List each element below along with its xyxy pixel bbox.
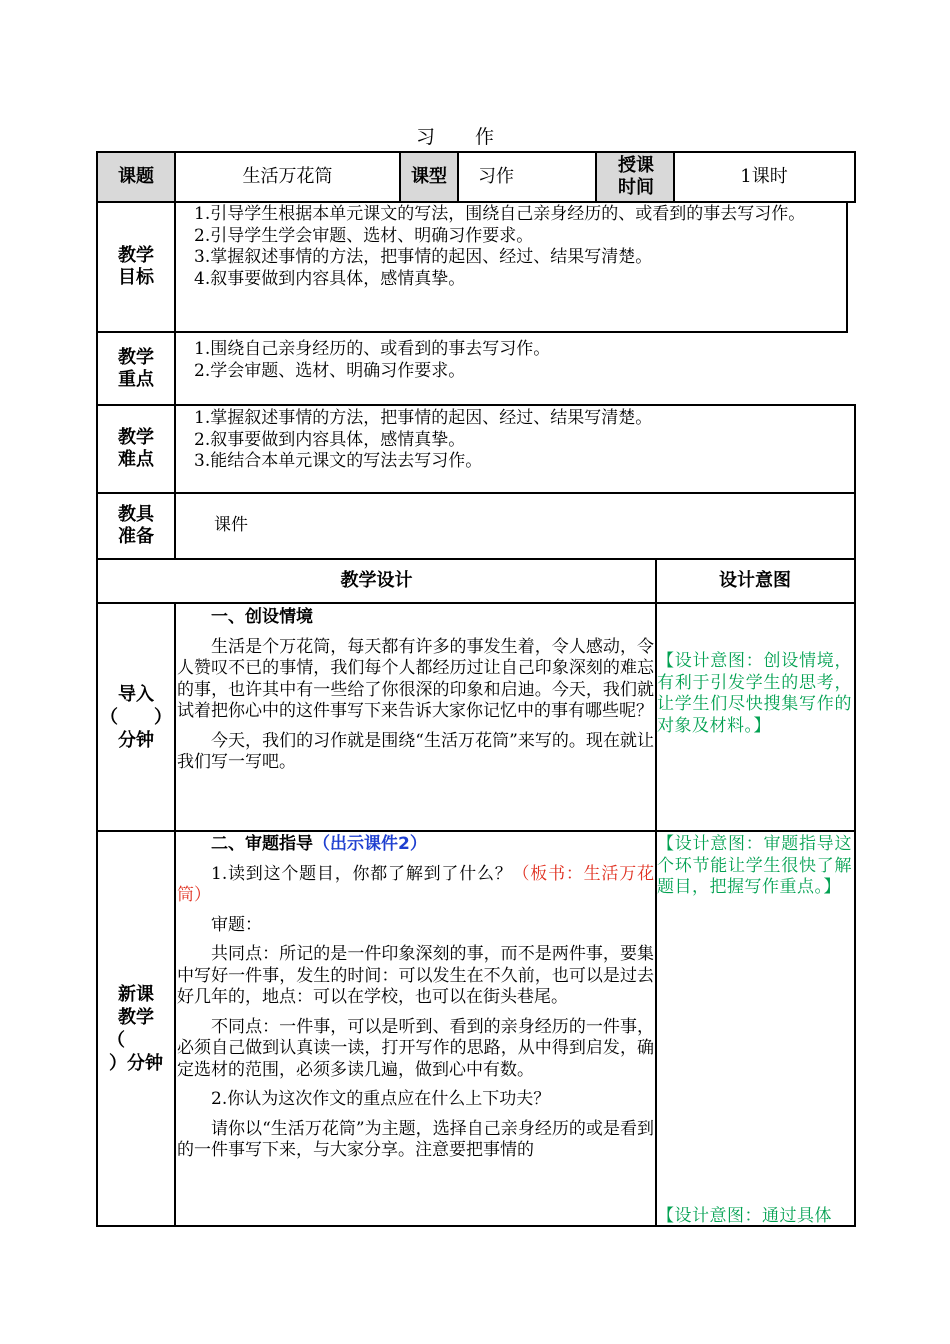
table-border xyxy=(846,201,848,333)
goals-list xyxy=(177,204,847,290)
table-border xyxy=(96,1225,855,1227)
intro-heading: 一、创设情境 xyxy=(211,607,313,627)
intro-paragraph: 生活是个万花筒，每天都有许多的事发生着，令人感动，令人赞叹不已的事情，我们每个人都经历过让自己印象深刻的难忘的事，也许其中有一些给了你很深的印象和启迪。今天，我们就试着把你心中的这件事写下来告诉大家你记忆中的事有哪些呢？ xyxy=(177,636,654,721)
key-point-item: 1.围绕自己亲身经历的、或看到的事去写习作。 xyxy=(194,339,551,359)
goal-item: 3.掌握叙述事情的方法，把事情的起因、经过、结果写清楚。 xyxy=(194,247,653,267)
hours-value: 1课时 xyxy=(740,166,788,188)
materials-value: 课件 xyxy=(214,515,248,536)
materials-label: 教具准备 xyxy=(118,504,154,547)
hours-label: 授课时间 xyxy=(618,155,654,198)
design-header-right: 设计意图 xyxy=(719,570,791,591)
difficulty-item: 2.叙事要做到内容具体，感情真挚。 xyxy=(194,429,466,450)
courseware-ref: （出示课件2） xyxy=(313,834,427,854)
key-points-label: 教学重点 xyxy=(118,346,154,390)
question-1-text: 1.读到这个题目，你都了解到了什么？ xyxy=(211,863,513,884)
goal-item: 4.叙事要做到内容具体，感情真挚。 xyxy=(194,268,466,289)
new-lesson-heading xyxy=(177,834,654,856)
table-border xyxy=(457,151,459,203)
page-title: 习作 xyxy=(415,126,534,148)
common-points: 共同点：所记的是一件印象深刻的事，而不是两件事，要集中写好一件事，发生的时间：可以发生在不久前，也可以是过去好几年的，地点：可以在学校，也可以在街头巷尾。 xyxy=(177,944,654,1007)
key-point-item: 2.学会审题、选材、明确习作要求。 xyxy=(194,360,466,381)
table-border xyxy=(96,151,855,153)
type-label: 课型 xyxy=(411,166,447,187)
table-border xyxy=(854,404,856,1227)
task-paragraph: 请你以“生活万花筒”为主题，选择自己亲身经历的或是看到的一件事写下来，与大家分享。注意要把事情的 xyxy=(177,1118,654,1160)
difficulty-item: 1.掌握叙述事情的方法，把事情的起因、经过、结果写清楚。 xyxy=(194,408,653,428)
question-1 xyxy=(177,864,654,907)
table-border xyxy=(96,830,855,832)
difficulties-label: 教学难点 xyxy=(118,427,154,470)
table-border xyxy=(595,151,597,203)
table-border xyxy=(96,602,855,604)
table-border xyxy=(96,331,847,333)
intro-label-line: 导入 xyxy=(118,683,154,705)
new-lesson-heading-text: 二、审题指导 xyxy=(211,834,313,854)
intro-label-line: 分钟 xyxy=(118,729,154,751)
table-border xyxy=(96,558,855,560)
new-lesson-design-note: 【设计意图：审题指导这个环节能让学生很快了解题目，把握写作重点。】 xyxy=(657,834,852,897)
goal-item: 1.引导学生根据本单元课文的写法，围绕自己亲身经历的、或看到的事去写习作。 xyxy=(194,204,806,224)
difficulties-list xyxy=(177,408,847,473)
table-border xyxy=(399,151,401,203)
new-lesson-label xyxy=(97,831,175,1226)
topic-label: 课题 xyxy=(118,166,154,187)
goals-label: 教学目标 xyxy=(118,245,154,288)
question-2: 2.你认为这次作文的重点应在什么上下功夫？ xyxy=(211,1089,551,1109)
new-lesson-label-line: 教学 xyxy=(118,1006,154,1028)
table-border xyxy=(174,602,176,1227)
key-points-list xyxy=(177,339,847,382)
table-border xyxy=(96,201,855,203)
table-border xyxy=(96,151,98,1227)
new-lesson-label-line: （ xyxy=(107,1029,125,1051)
type-value: 习作 xyxy=(478,166,514,188)
new-lesson-label-line: ）分钟 xyxy=(109,1052,163,1074)
table-border xyxy=(854,151,856,203)
topic-value: 生活万花筒 xyxy=(242,166,333,188)
table-border xyxy=(174,151,176,560)
design-header-left: 教学设计 xyxy=(340,570,413,591)
table-border xyxy=(96,404,855,406)
difficulty-item: 3.能结合本单元课文的写法去写习作。 xyxy=(194,451,483,471)
shenti-label: 审题： xyxy=(211,914,262,935)
table-border xyxy=(673,151,675,203)
new-lesson-label-line: 新课 xyxy=(118,983,154,1005)
intro-paragraph: 今天，我们的习作就是围绕“生活万花筒”来写的。现在就让我们写一写吧。 xyxy=(177,730,654,772)
different-points: 不同点：一件事，可以是听到、看到的亲身经历的一件事，必须自己做到认真读一读，打开写作的思路，从中得到启发，确定选材的范围，必须多读几遍，做到心中有数。 xyxy=(177,1016,654,1080)
intro-label-line: （ ） xyxy=(100,706,172,728)
intro-label xyxy=(97,603,175,831)
intro-content xyxy=(177,607,654,782)
table-border xyxy=(96,492,855,494)
table-border xyxy=(655,558,657,1227)
new-lesson-content xyxy=(177,834,654,1162)
goal-item: 2.引导学生学会审题、选材、明确习作要求。 xyxy=(194,225,534,246)
board-note: （板书：生活万花筒） xyxy=(177,863,654,905)
new-lesson-design-note-2: 【设计意图：通过具体 xyxy=(657,1206,832,1226)
intro-design-note: 【设计意图：创设情境，有利于引发学生的思考，让学生们尽快搜集写作的对象及材料。】 xyxy=(657,651,852,736)
